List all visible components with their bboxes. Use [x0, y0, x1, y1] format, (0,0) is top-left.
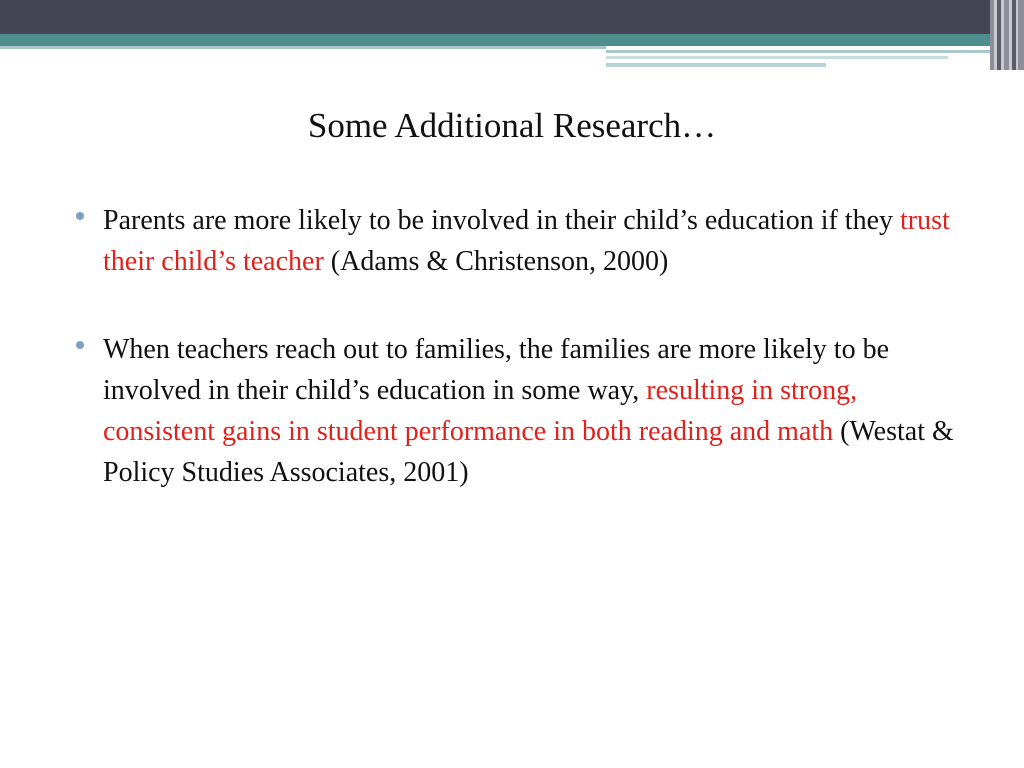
bullet-item: [76, 329, 956, 493]
header-band: [0, 0, 990, 34]
header-accent-line: [606, 50, 990, 53]
header-accent-line: [606, 56, 948, 59]
bullet-list: [76, 200, 956, 540]
bullet-item: [76, 200, 956, 282]
bullet-text: When teachers reach out to families, the families are more likely to be involved in their child’s education in some way,: [103, 334, 890, 406]
bullet-citation: (Westat & Policy Studies Associates, 2001): [103, 416, 954, 488]
corner-stripe: [1018, 0, 1024, 70]
bullet-dot-icon: [76, 212, 84, 220]
bullet-highlight: resulting in strong, consistent gains in student performance in both reading and math: [103, 375, 858, 447]
bullet-dot-icon: [76, 341, 84, 349]
bullet-text: Parents are more likely to be involved in their child’s education if they: [103, 205, 901, 236]
header-accent-band: [0, 34, 990, 46]
slide-title: Some Additional Research…: [307, 106, 717, 145]
bullet-highlight: trust their child’s teacher: [103, 205, 950, 277]
bullet-citation: (Adams & Christenson, 2000): [323, 246, 669, 277]
header-accent-line: [0, 46, 606, 49]
header-accent-line: [606, 63, 826, 67]
